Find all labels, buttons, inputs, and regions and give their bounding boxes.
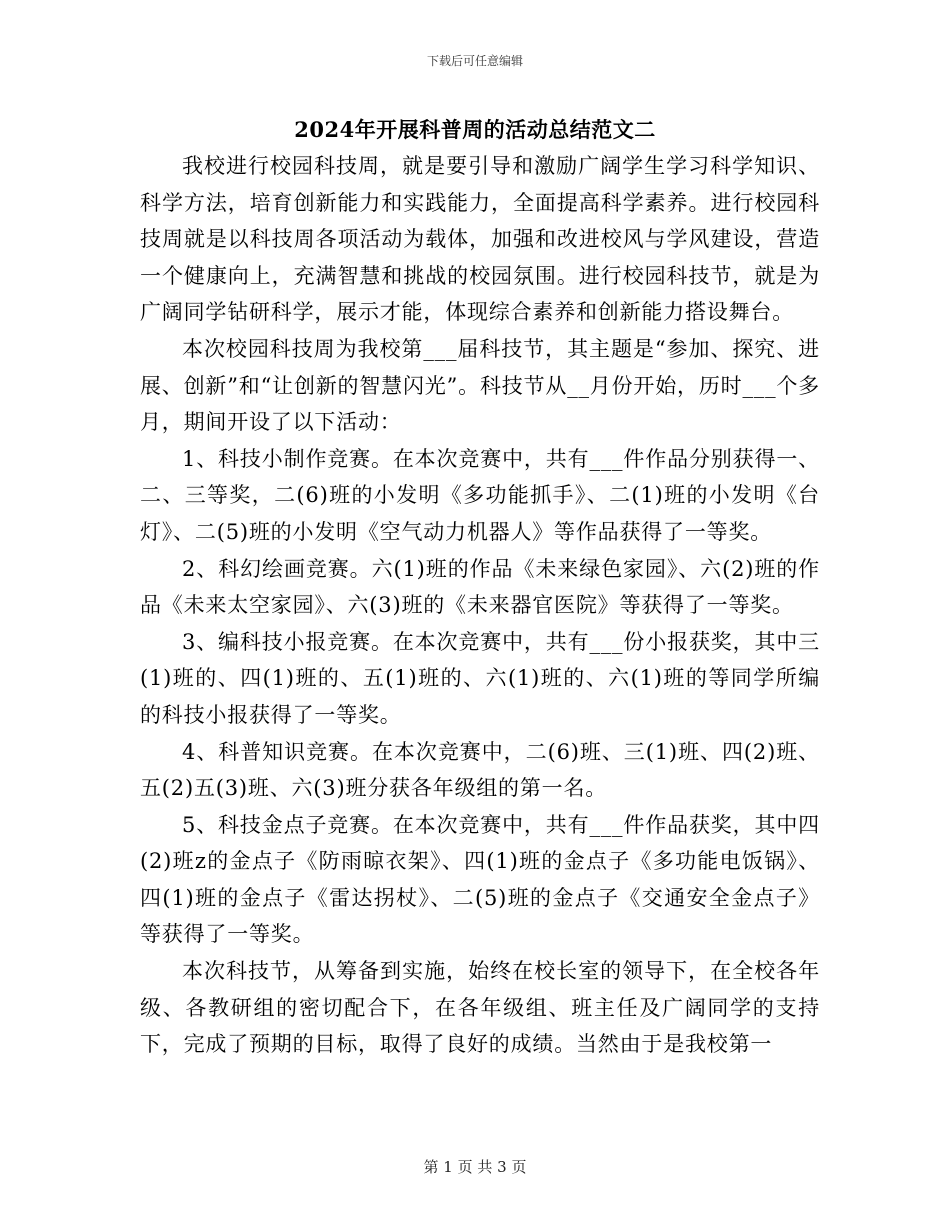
document-body [140,148,820,1063]
paragraph-theme: 本次校园科技周为我校第___届科技节，其主题是“参加、探究、进展、创新”和“让创新的智慧闪光”。科技节从__月份开始，历时___个多月，期间开设了以下活动： [140,336,820,435]
paragraph-item-4: 4、科普知识竞赛。在本次竞赛中，二(6)班、三(1)班、四(2)班、五(2)五(3)班、六(3)班分获各年级组的第一名。 [140,739,820,801]
page-header-note: 下载后可任意编辑 [426,54,523,68]
document-title: 2024年开展科普周的活动总结范文二 [294,117,656,142]
paragraph-intro: 我校进行校园科技周，就是要引导和激励广阔学生学习科学知识、科学方法，培育创新能力和实践能力，全面提高科学素养。进行校园科技周就是以科技周各项活动为载体，加强和改进校风与学风建设，营造一个健康向上，充满智慧和挑战的校园氛围。进行校园科技节，就是为广阔同学钻研科学，展示才能，体现综合素养和创新能力搭设舞台。 [140,154,820,325]
paragraph-summary: 本次科技节，从筹备到实施，始终在校长室的领导下，在全校各年级、各教研组的密切配合下，在各年级组、班主任及广阔同学的支持下，完成了预期的目标，取得了良好的成绩。当然由于是我校第一 [140,959,820,1057]
paragraph-item-3: 3、编科技小报竞赛。在本次竞赛中，共有___份小报获奖，其中三(1)班的、四(1)班的、五(1)班的、六(1)班的、六(1)班的等同学所编的科技小报获得了一等奖。 [140,629,820,727]
paragraph-item-5: 5、科技金点子竞赛。在本次竞赛中，共有___件作品获奖，其中四(2)班z的金点子《防雨晾衣架》、四(1)班的金点子《多功能电饭锅》、四(1)班的金点子《雷达拐杖》、二(5)班的金点子《交通安全金点子》等获得了一等奖。 [140,812,820,947]
page-footer-number: 第 1 页 共 3 页 [423,1158,527,1176]
paragraph-item-1: 1、科技小制作竞赛。在本次竞赛中，共有___件作品分别获得一、二、三等奖，二(6)班的小发明《多功能抓手》、二(1)班的小发明《台灯》、二(5)班的小发明《空气动力机器人》等作品获得了一等奖。 [140,446,820,544]
paragraph-item-2: 2、科幻绘画竞赛。六(1)班的作品《未来绿色家园》、六(2)班的作品《未来太空家园》、六(3)班的《未来器官医院》等获得了一等奖。 [140,556,820,618]
